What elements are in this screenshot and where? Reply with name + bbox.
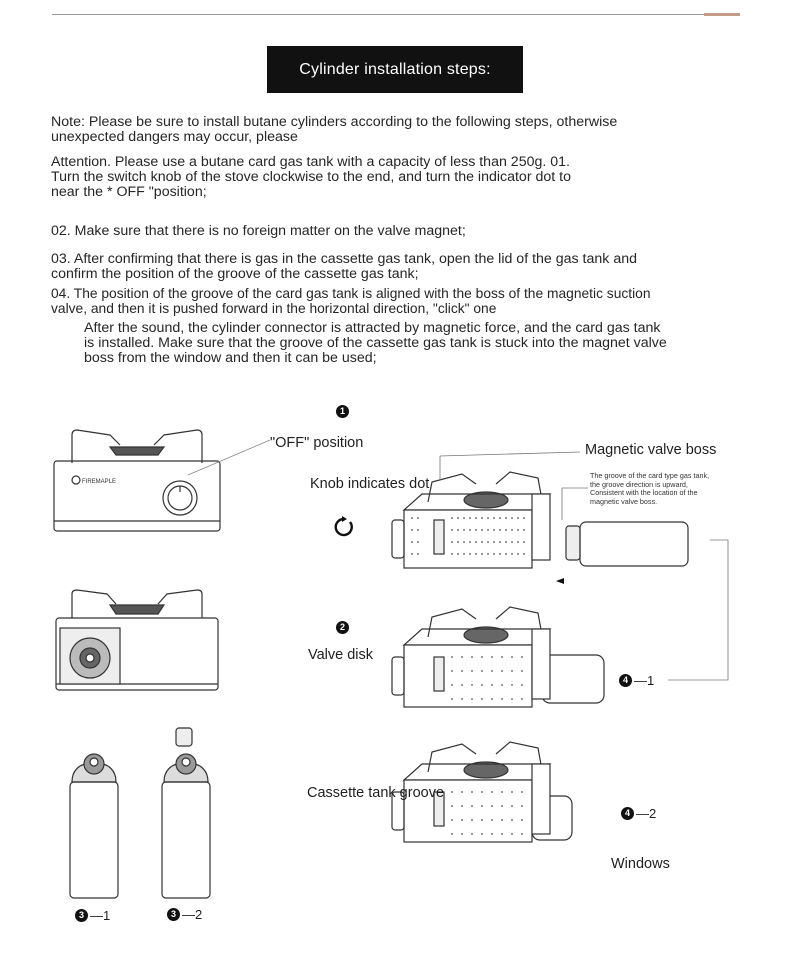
marker-4-2 bbox=[621, 806, 656, 821]
arrow-left-icon bbox=[556, 578, 564, 584]
marker-4-1-suffix: —1 bbox=[634, 673, 655, 688]
step-03-paragraph: 03. After confirming that there is gas in the cassette gas tank, open the lid of the gas tank and confirm the position of the groove of the cassette gas tank; bbox=[51, 251, 637, 282]
magnetic-valve-boss-label: Magnetic valve boss bbox=[585, 442, 717, 458]
marker-3-1 bbox=[75, 908, 110, 923]
step-04-continuation: After the sound, the cylinder connector is attracted by magnetic force, and the card gas tank is installed. Make sure that the groove of the cassette gas tank is stuck into the magnet valve boss from the window and then it can be used; bbox=[84, 320, 667, 366]
marker-3-2 bbox=[167, 907, 202, 922]
marker-4-badge: 4 bbox=[619, 674, 632, 687]
marker-3-2-suffix: —2 bbox=[182, 907, 203, 922]
rotate-clockwise-icon bbox=[333, 516, 355, 538]
knob-indicates-dot-label: Knob indicates dot bbox=[310, 476, 430, 492]
marker-4-1 bbox=[619, 673, 654, 688]
stove-brand-text: FIREMAPLE bbox=[82, 479, 117, 485]
note-paragraph: Note: Please be sure to install butane cylinders according to the following steps, otherwise unexpected dangers may occur, please bbox=[51, 114, 618, 145]
windows-label: Windows bbox=[611, 856, 670, 872]
attention-paragraph: Attention. Please use a butane card gas tank with a capacity of less than 250g. 01. Turn the switch knob of the stove clockwise to the end, and turn the indicator dot to near the * OFF "position; bbox=[51, 154, 571, 200]
cassette-tank-groove-label: Cassette tank groove bbox=[307, 785, 445, 801]
marker-4-badge: 4 bbox=[621, 807, 634, 820]
valve-disk-label: Valve disk bbox=[308, 647, 374, 663]
section-title-text: Cylinder installation steps: bbox=[299, 60, 491, 78]
groove-note-text: The groove of the card type gas tank, the groove direction is upward, Consistent with the location of the magnetic valve boss. bbox=[590, 471, 710, 506]
marker-4-2-suffix: —2 bbox=[636, 806, 657, 821]
step-02-paragraph: 02. Make sure that there is no foreign matter on the valve magnet; bbox=[51, 223, 466, 239]
marker-2-badge: 2 bbox=[336, 621, 349, 634]
marker-3-1-suffix: —1 bbox=[90, 908, 111, 923]
marker-1-badge: 1 bbox=[336, 405, 349, 418]
off-position-label: "OFF" position bbox=[270, 435, 364, 451]
marker-3-badge: 3 bbox=[75, 909, 88, 922]
step-04-paragraph: 04. The position of the groove of the card gas tank is aligned with the boss of the magnetic suction valve, and then it is pushed forward in the horizontal direction, "click" one bbox=[51, 286, 651, 316]
marker-3-badge: 3 bbox=[167, 908, 180, 921]
